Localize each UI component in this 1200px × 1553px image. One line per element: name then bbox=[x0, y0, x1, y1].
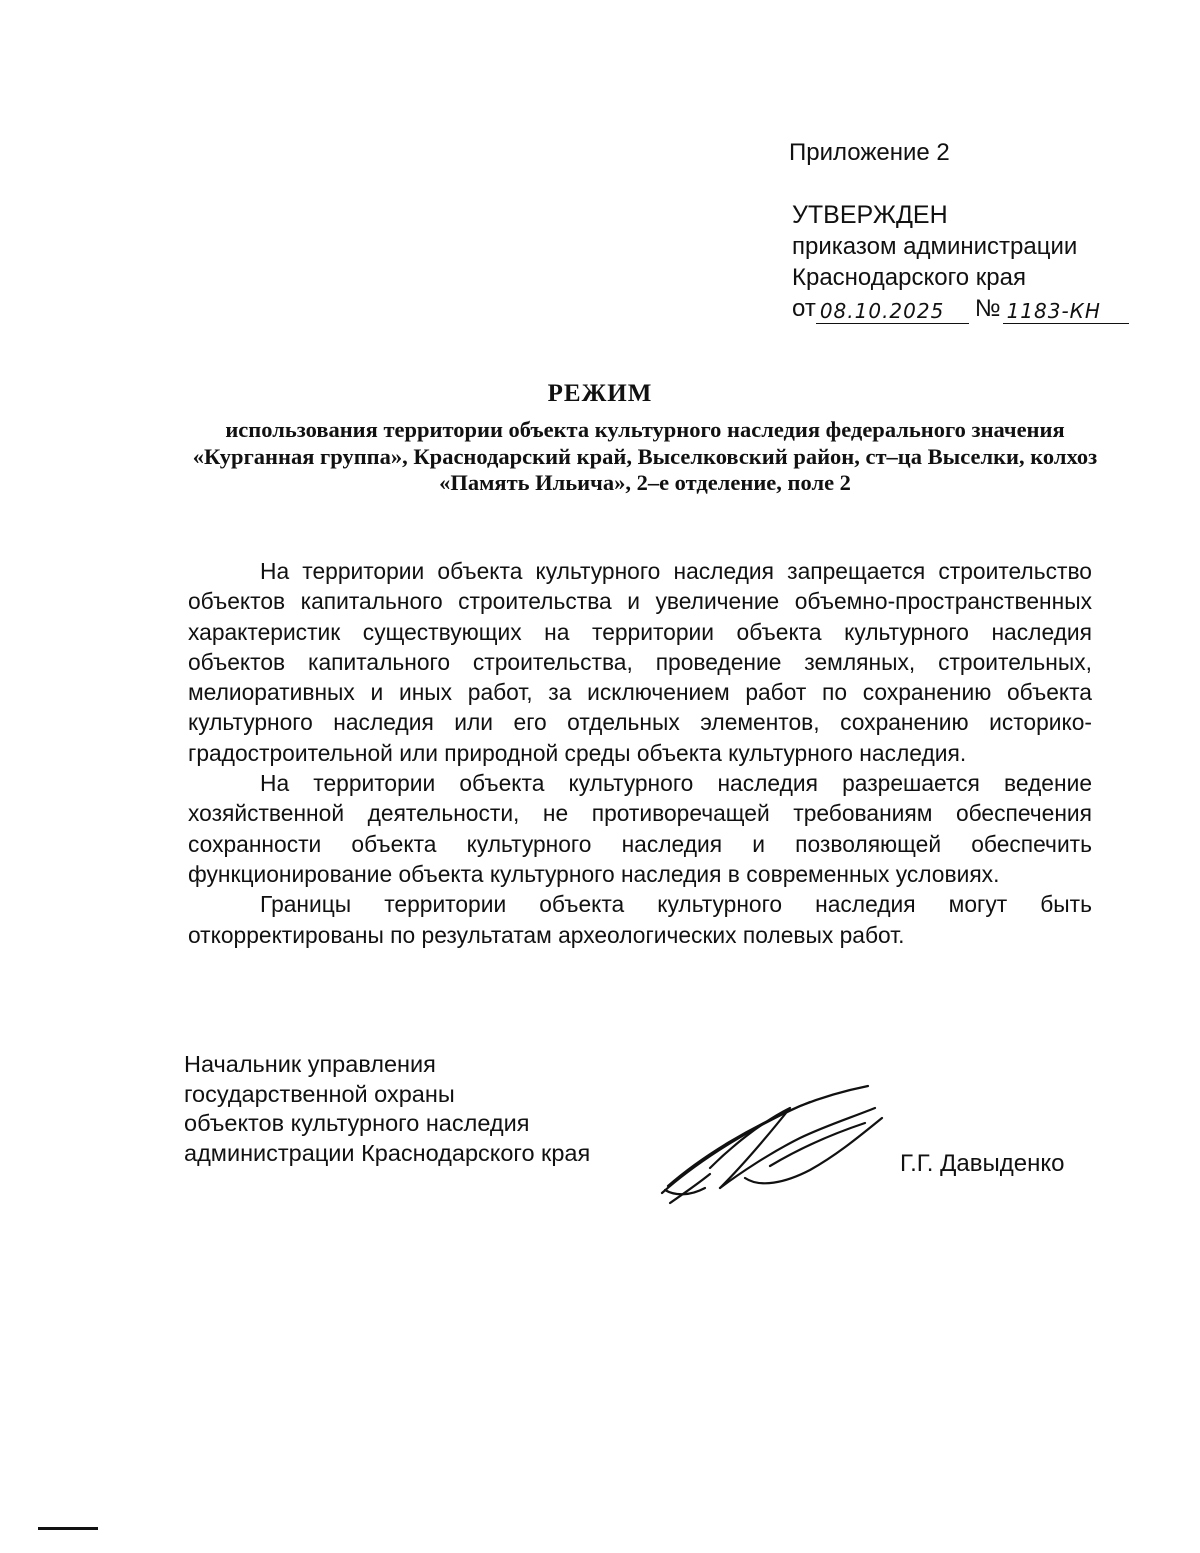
body-paragraph-2: На территории объекта культурного наследия разрешается ведение хозяйственной деятельности, не противоречащей требованиям обеспечения сохранности объекта культурного наследия и позволяющей обеспечить функционирование объекта культурного наследия в современных условиях. bbox=[188, 770, 1092, 887]
approval-line-2: Краснодарского края bbox=[792, 264, 1026, 291]
signer-name: Г.Г. Давыденко bbox=[900, 1150, 1065, 1177]
order-number-prefix: № bbox=[974, 295, 1001, 322]
document-body bbox=[188, 556, 1092, 950]
appendix-label: Приложение 2 bbox=[789, 139, 950, 166]
signer-position bbox=[184, 1050, 590, 1168]
approval-line-1: приказом администрации bbox=[792, 233, 1078, 260]
footer-divider bbox=[38, 1527, 98, 1530]
order-line bbox=[792, 293, 1129, 324]
signer-position-line-2: государственной охраны bbox=[184, 1080, 455, 1107]
document-title: РЕЖИМ bbox=[547, 380, 653, 407]
signer-position-line-3: объектов культурного наследия bbox=[184, 1110, 530, 1136]
approval-heading: УТВЕРЖДЕН bbox=[792, 201, 948, 229]
handwritten-signature bbox=[650, 1078, 890, 1208]
signer-position-line-1: Начальник управления bbox=[184, 1051, 436, 1077]
body-paragraph-3: Границы территории объекта культурного наследия могут быть откорректированы по результатам археологических полевых работ. bbox=[188, 891, 1092, 948]
approval-block bbox=[792, 200, 1129, 324]
body-paragraph-1: На территории объекта культурного наследия запрещается строительство объектов капитального строительства и увеличение объемно-пространственных характеристик существующих на территории объекта культурного наследия объектов капитального строительства, проведение земляных, строительных, мелиоративных и иных работ, за исключением работ по сохранению объекта культурного наследия или его отдельных элементов, сохранению историко-градостроительной или природной среды объекта культурного наследия. bbox=[188, 558, 1092, 766]
signer-position-line-4: администрации Краснодарского края bbox=[184, 1139, 591, 1166]
order-date: 08.10.2025 bbox=[816, 299, 969, 324]
order-number: 1183-КН bbox=[1003, 299, 1129, 324]
document-subtitle: использования территории объекта культурного наследия федерального значения «Курганная группа», Краснодарский край, Выселковский район, ст–ца Выселки, колхоз «Память Ильича», 2–е отделение, поле 2 bbox=[192, 417, 1098, 495]
order-date-prefix: от bbox=[792, 295, 816, 322]
